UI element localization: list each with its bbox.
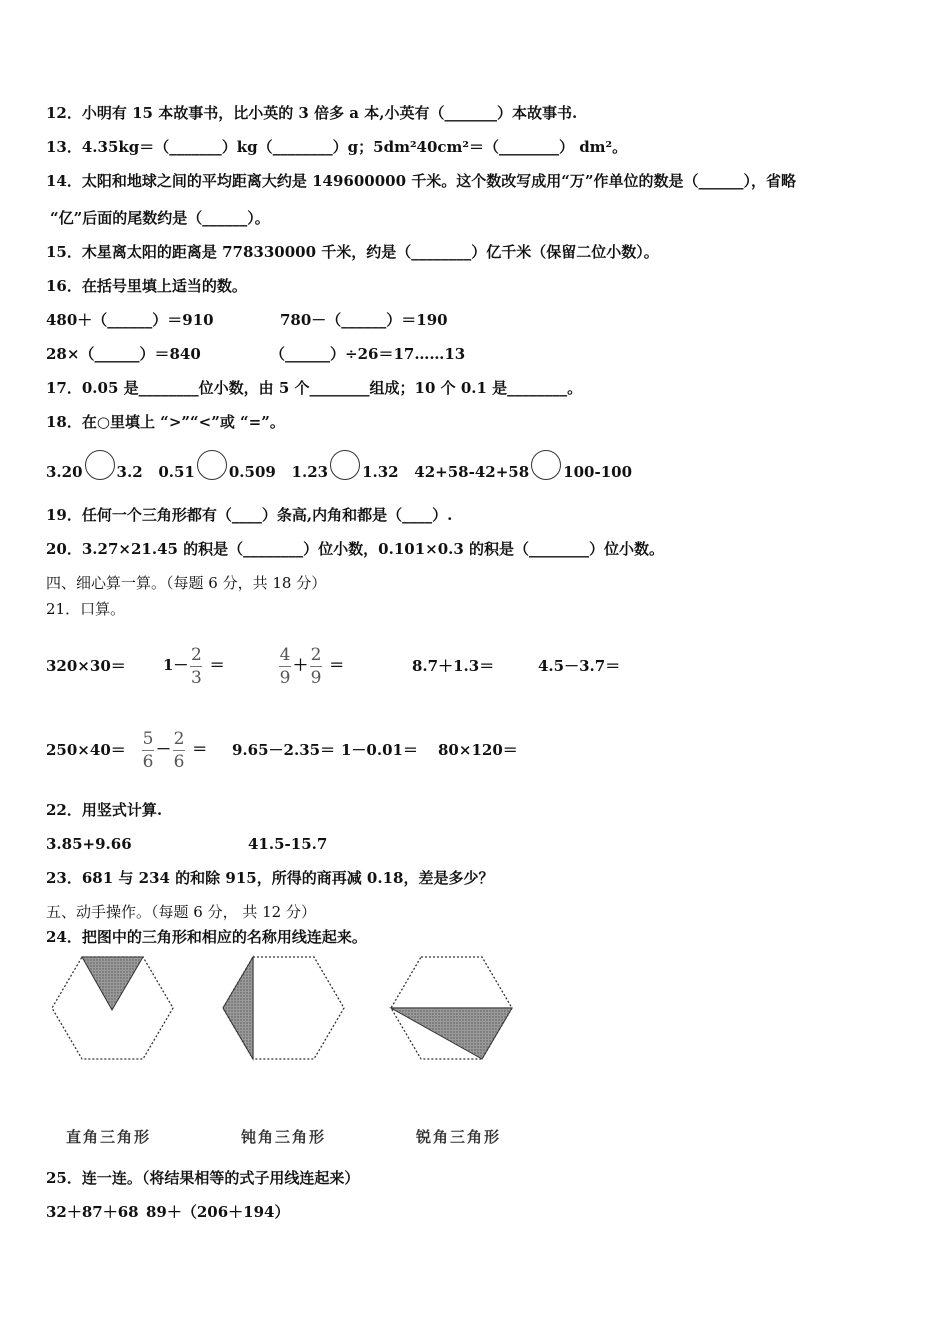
compare-circle-4[interactable]: [531, 450, 561, 480]
q18-item-5: 1.23: [291, 463, 329, 481]
question-18: 18．在○里填上 “>”“<”或 “=”。: [46, 413, 285, 431]
fraction-2-3: [190, 646, 202, 687]
fraction-2-6: [173, 730, 185, 771]
frac-num: 4: [279, 644, 291, 665]
label-obtuse-triangle[interactable]: 钝角三角形: [241, 1128, 327, 1146]
q16-item-3: 28×（______）＝840: [46, 345, 201, 363]
label-right-triangle[interactable]: 直角三角形: [66, 1128, 152, 1146]
hexagon-figure-1[interactable]: [52, 957, 173, 1059]
q21-r2-b: [140, 716, 207, 782]
q21-r2-d: 1－0.01＝: [341, 741, 418, 759]
fraction-2-9: [310, 646, 322, 687]
hexagon-figure-3[interactable]: [391, 957, 512, 1059]
q16-item-2: 780－（______）＝190: [280, 311, 448, 329]
q21-r1-c-op: ＋: [293, 656, 309, 674]
question-24: 24．把图中的三角形和相应的名称用线连起来。: [46, 928, 367, 946]
question-15: 15．木星离太阳的距离是 778330000 千米，约是（________）亿千米（保留二位小数）。: [46, 243, 659, 261]
q18-item-8: 100-100: [563, 463, 633, 481]
q21-r1-b-prefix: 1－: [163, 656, 189, 674]
frac-num: 2: [310, 644, 322, 665]
question-17: 17．0.05 是________位小数，由 5 个________组成；10 个 0.1 是________。: [46, 379, 583, 397]
compare-circle-3[interactable]: [330, 450, 360, 480]
frac-num: 5: [142, 728, 154, 749]
q16-item-4: （______）÷26＝17……13: [270, 345, 466, 363]
q21-r2-e: 80×120＝: [438, 741, 518, 759]
frac-num: 2: [191, 644, 202, 665]
fraction-5-6: [142, 730, 154, 771]
question-25: 25．连一连。（将结果相等的式子用线连起来）: [46, 1169, 360, 1187]
question-23: 23．681 与 234 的和除 915，所得的商再减 0.18，差是多少？: [46, 869, 494, 887]
frac-den: 3: [191, 667, 202, 688]
q21-r1-c: [277, 632, 344, 698]
frac-den: 9: [279, 667, 291, 688]
frac-num: 2: [173, 728, 185, 749]
q18-item-6: 1.32: [362, 463, 399, 481]
question-21: 21．口算。: [46, 600, 126, 618]
question-20: 20．3.27×21.45 的积是（________）位小数，0.101×0.3 的积是（________）位小数。: [46, 540, 665, 558]
q18-item-2: 3.2: [116, 463, 143, 481]
q21-r1-c-equals: ＝: [329, 656, 345, 674]
q21-r1-e: 4.5－3.7＝: [538, 657, 621, 675]
q21-r2-b-equals: ＝: [192, 740, 208, 758]
frac-den: 6: [142, 751, 154, 772]
question-14-line2: “亿”后面的尾数约是（______）。: [50, 209, 270, 227]
hexagon-figure-2[interactable]: [223, 957, 344, 1059]
question-14-line1: 14．太阳和地球之间的平均距离大约是 149600000 千米。这个数改写成用“万”作单位的数是（______），省略: [46, 172, 797, 190]
q22-item-2: 41.5-15.7: [248, 835, 328, 853]
q21-r1-a: 320×30＝: [46, 657, 126, 675]
q18-comparisons: [46, 458, 632, 488]
q21-r1-d: 8.7＋1.3＝: [412, 657, 495, 675]
q22-item-1: 3.85+9.66: [46, 835, 132, 853]
frac-den: 9: [310, 667, 322, 688]
label-acute-triangle[interactable]: 锐角三角形: [416, 1128, 502, 1146]
question-16: 16．在括号里填上适当的数。: [46, 277, 247, 295]
q21-r1-b-equals: ＝: [209, 656, 225, 674]
q25-item-2: 89＋（206＋194）: [146, 1203, 290, 1221]
q18-item-7: 42+58-42+58: [414, 463, 530, 481]
fraction-4-9: [279, 646, 291, 687]
compare-circle-2[interactable]: [197, 450, 227, 480]
section-4-heading: 四、细心算一算。（每题 6 分，共 18 分）: [46, 574, 327, 592]
q21-r2-a: 250×40＝: [46, 741, 126, 759]
q21-r1-b: [163, 632, 225, 698]
question-22: 22．用竖式计算.: [46, 801, 163, 819]
section-5-heading: 五、动手操作。（每题 6 分， 共 12 分）: [46, 903, 316, 921]
question-13: 13．4.35kg＝（_______）kg（________）g；5dm²40cm²＝（________） dm²。: [46, 138, 628, 156]
q16-item-1: 480＋（______）＝910: [46, 311, 214, 329]
frac-den: 6: [173, 751, 185, 772]
q18-item-1: 3.20: [46, 463, 83, 481]
triangle-figures: [0, 950, 560, 1070]
q21-r2-b-op: －: [156, 740, 172, 758]
question-12: 12．小明有 15 本故事书，比小英的 3 倍多 a 本,小英有（_______）本故事书.: [46, 104, 578, 122]
q21-r2-c: 9.65－2.35＝: [232, 741, 336, 759]
q18-item-3: 0.51: [158, 463, 195, 481]
q25-item-1: 32＋87＋68: [46, 1203, 139, 1221]
q18-item-4: 0.509: [228, 463, 276, 481]
compare-circle-1[interactable]: [85, 450, 115, 480]
question-19: 19．任何一个三角形都有（____）条高,内角和都是（____）.: [46, 506, 453, 524]
